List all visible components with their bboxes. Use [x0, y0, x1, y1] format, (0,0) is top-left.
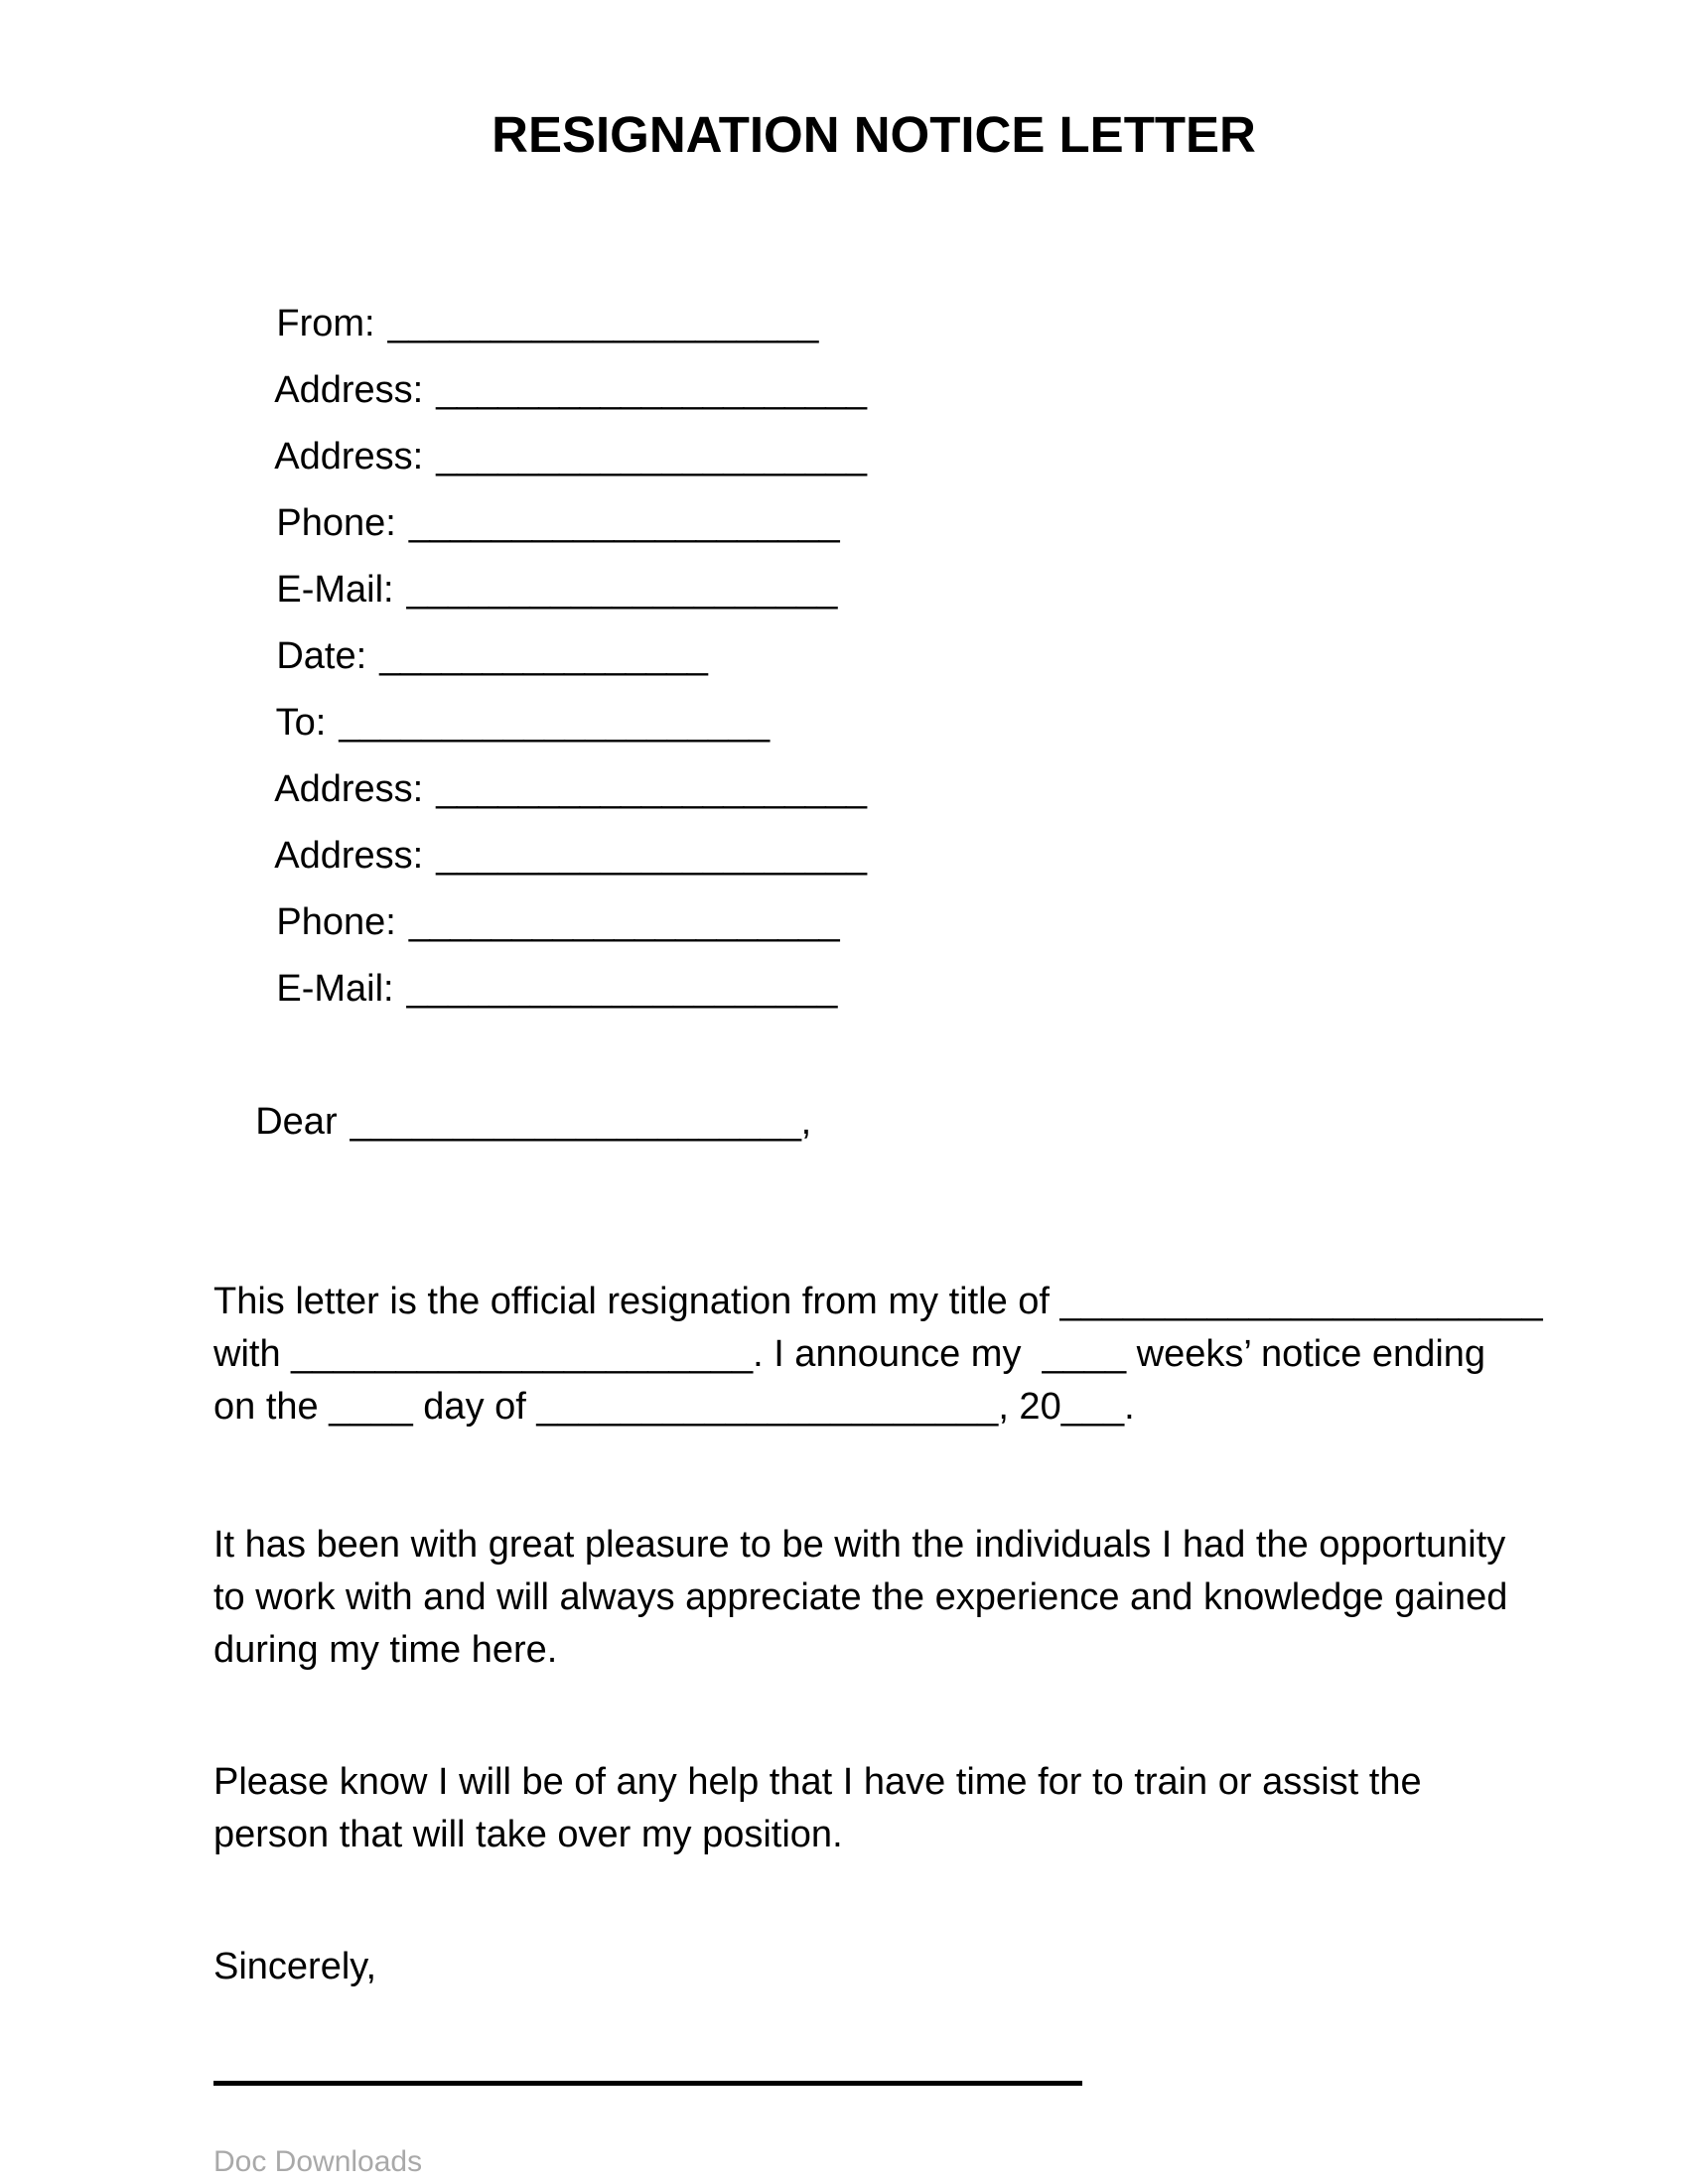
field-label-address-4: Address:: [274, 835, 424, 877]
paragraph-line: with ______________________. I announce my ____ weeks’ notice ending: [213, 1333, 1486, 1375]
paragraph-resignation-statement: [213, 1276, 1688, 1433]
salutation-comma: ,: [800, 1101, 812, 1143]
field-blank-address-3: _____________________: [436, 768, 867, 810]
paragraph-line: on the ____ day of ______________________, 20___.: [213, 1386, 1135, 1428]
paragraph-line: to work with and will always appreciate the experience and knowledge gained: [213, 1576, 1508, 1618]
field-blank-email-2: _____________________: [406, 968, 837, 1010]
field-blank-phone-1: _____________________: [408, 502, 840, 544]
paragraph-transition-help: [213, 1756, 1688, 1861]
field-blank-address-2: _____________________: [436, 436, 867, 478]
field-blank-from: _____________________: [387, 303, 818, 344]
field-label-address-2: Address:: [274, 436, 424, 478]
field-blank-date: ________________: [379, 635, 708, 677]
field-label-email-2: E-Mail:: [276, 968, 394, 1010]
salutation-prefix: Dear: [255, 1101, 338, 1143]
field-blank-to: _____________________: [339, 702, 770, 744]
page-title: RESIGNATION NOTICE LETTER: [492, 106, 1256, 163]
field-blank-address-1: _____________________: [436, 369, 867, 411]
closing-sincerely: Sincerely,: [213, 1946, 377, 1987]
contact-fields: [213, 224, 1688, 1010]
paragraph-line: person that will take over my position.: [213, 1814, 843, 1855]
field-blank-address-4: _____________________: [436, 835, 867, 877]
paragraph-line: This letter is the official resignation from my title of _______________________: [213, 1281, 1543, 1322]
salutation-line: [213, 1043, 1688, 1201]
paragraph-gratitude: [213, 1519, 1688, 1677]
field-label-to: To:: [275, 702, 327, 744]
field-label-from: From:: [276, 303, 375, 344]
signature-line: [213, 2081, 1082, 2086]
field-label-address-1: Address:: [274, 369, 424, 411]
field-label-date: Date:: [276, 635, 367, 677]
footer-doc-downloads: Doc Downloads: [213, 2145, 423, 2178]
field-blank-email-1: _____________________: [406, 569, 837, 611]
field-label-email-1: E-Mail:: [276, 569, 394, 611]
field-label-phone-2: Phone:: [276, 901, 396, 943]
field-label-address-3: Address:: [274, 768, 424, 810]
field-blank-phone-2: _____________________: [408, 901, 840, 943]
field-row-from: [213, 224, 1688, 344]
paragraph-line: during my time here.: [213, 1629, 558, 1671]
salutation-blank: ______________________: [350, 1101, 801, 1143]
field-label-phone-1: Phone:: [276, 502, 396, 544]
paragraph-line: Please know I will be of any help that I have time for to train or assist the: [213, 1761, 1422, 1803]
paragraph-line: It has been with great pleasure to be with the individuals I had the opportunity: [213, 1524, 1506, 1566]
